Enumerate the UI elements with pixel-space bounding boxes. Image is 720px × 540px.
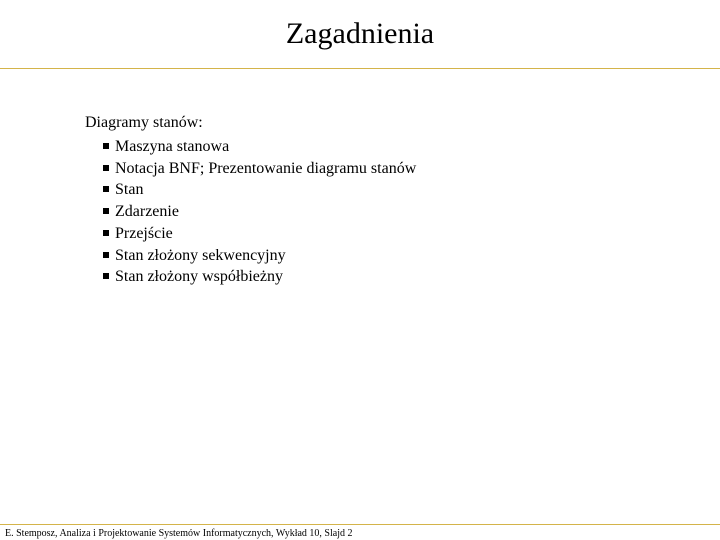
list-item-label: Zdarzenie [115, 203, 179, 221]
list-item [103, 136, 685, 158]
slide-content [85, 112, 685, 288]
list-item [103, 179, 685, 201]
footer-divider [0, 524, 720, 525]
list-item [103, 266, 685, 288]
square-bullet-icon [103, 230, 109, 236]
list-item-label: Maszyna stanowa [115, 138, 230, 155]
square-bullet-icon [103, 208, 109, 214]
topic-list [85, 136, 685, 288]
list-item-label: Stan złożony sekwencyjny [115, 246, 286, 264]
list-item [103, 223, 685, 245]
list-item [103, 158, 685, 180]
section-heading: Diagramy stanów: [85, 114, 203, 131]
square-bullet-icon [103, 165, 109, 171]
list-item-label: Stan złożony współbieżny [115, 268, 283, 286]
list-item [103, 201, 685, 223]
list-item-label: Stan [115, 181, 144, 199]
title-divider [0, 68, 720, 69]
square-bullet-icon [103, 143, 109, 149]
list-item-label: Notacja BNF; Prezentowanie diagramu stanów [115, 159, 417, 177]
slide-title: Zagadnienia [285, 17, 435, 50]
footer-text: E. Stemposz, Analiza i Projektowanie Systemów Informatycznych, Wykład 10, Slajd 2 [5, 528, 353, 539]
square-bullet-icon [103, 252, 109, 258]
square-bullet-icon [103, 273, 109, 279]
square-bullet-icon [103, 186, 109, 192]
list-item [103, 245, 685, 267]
list-item-label: Przejście [115, 224, 173, 242]
